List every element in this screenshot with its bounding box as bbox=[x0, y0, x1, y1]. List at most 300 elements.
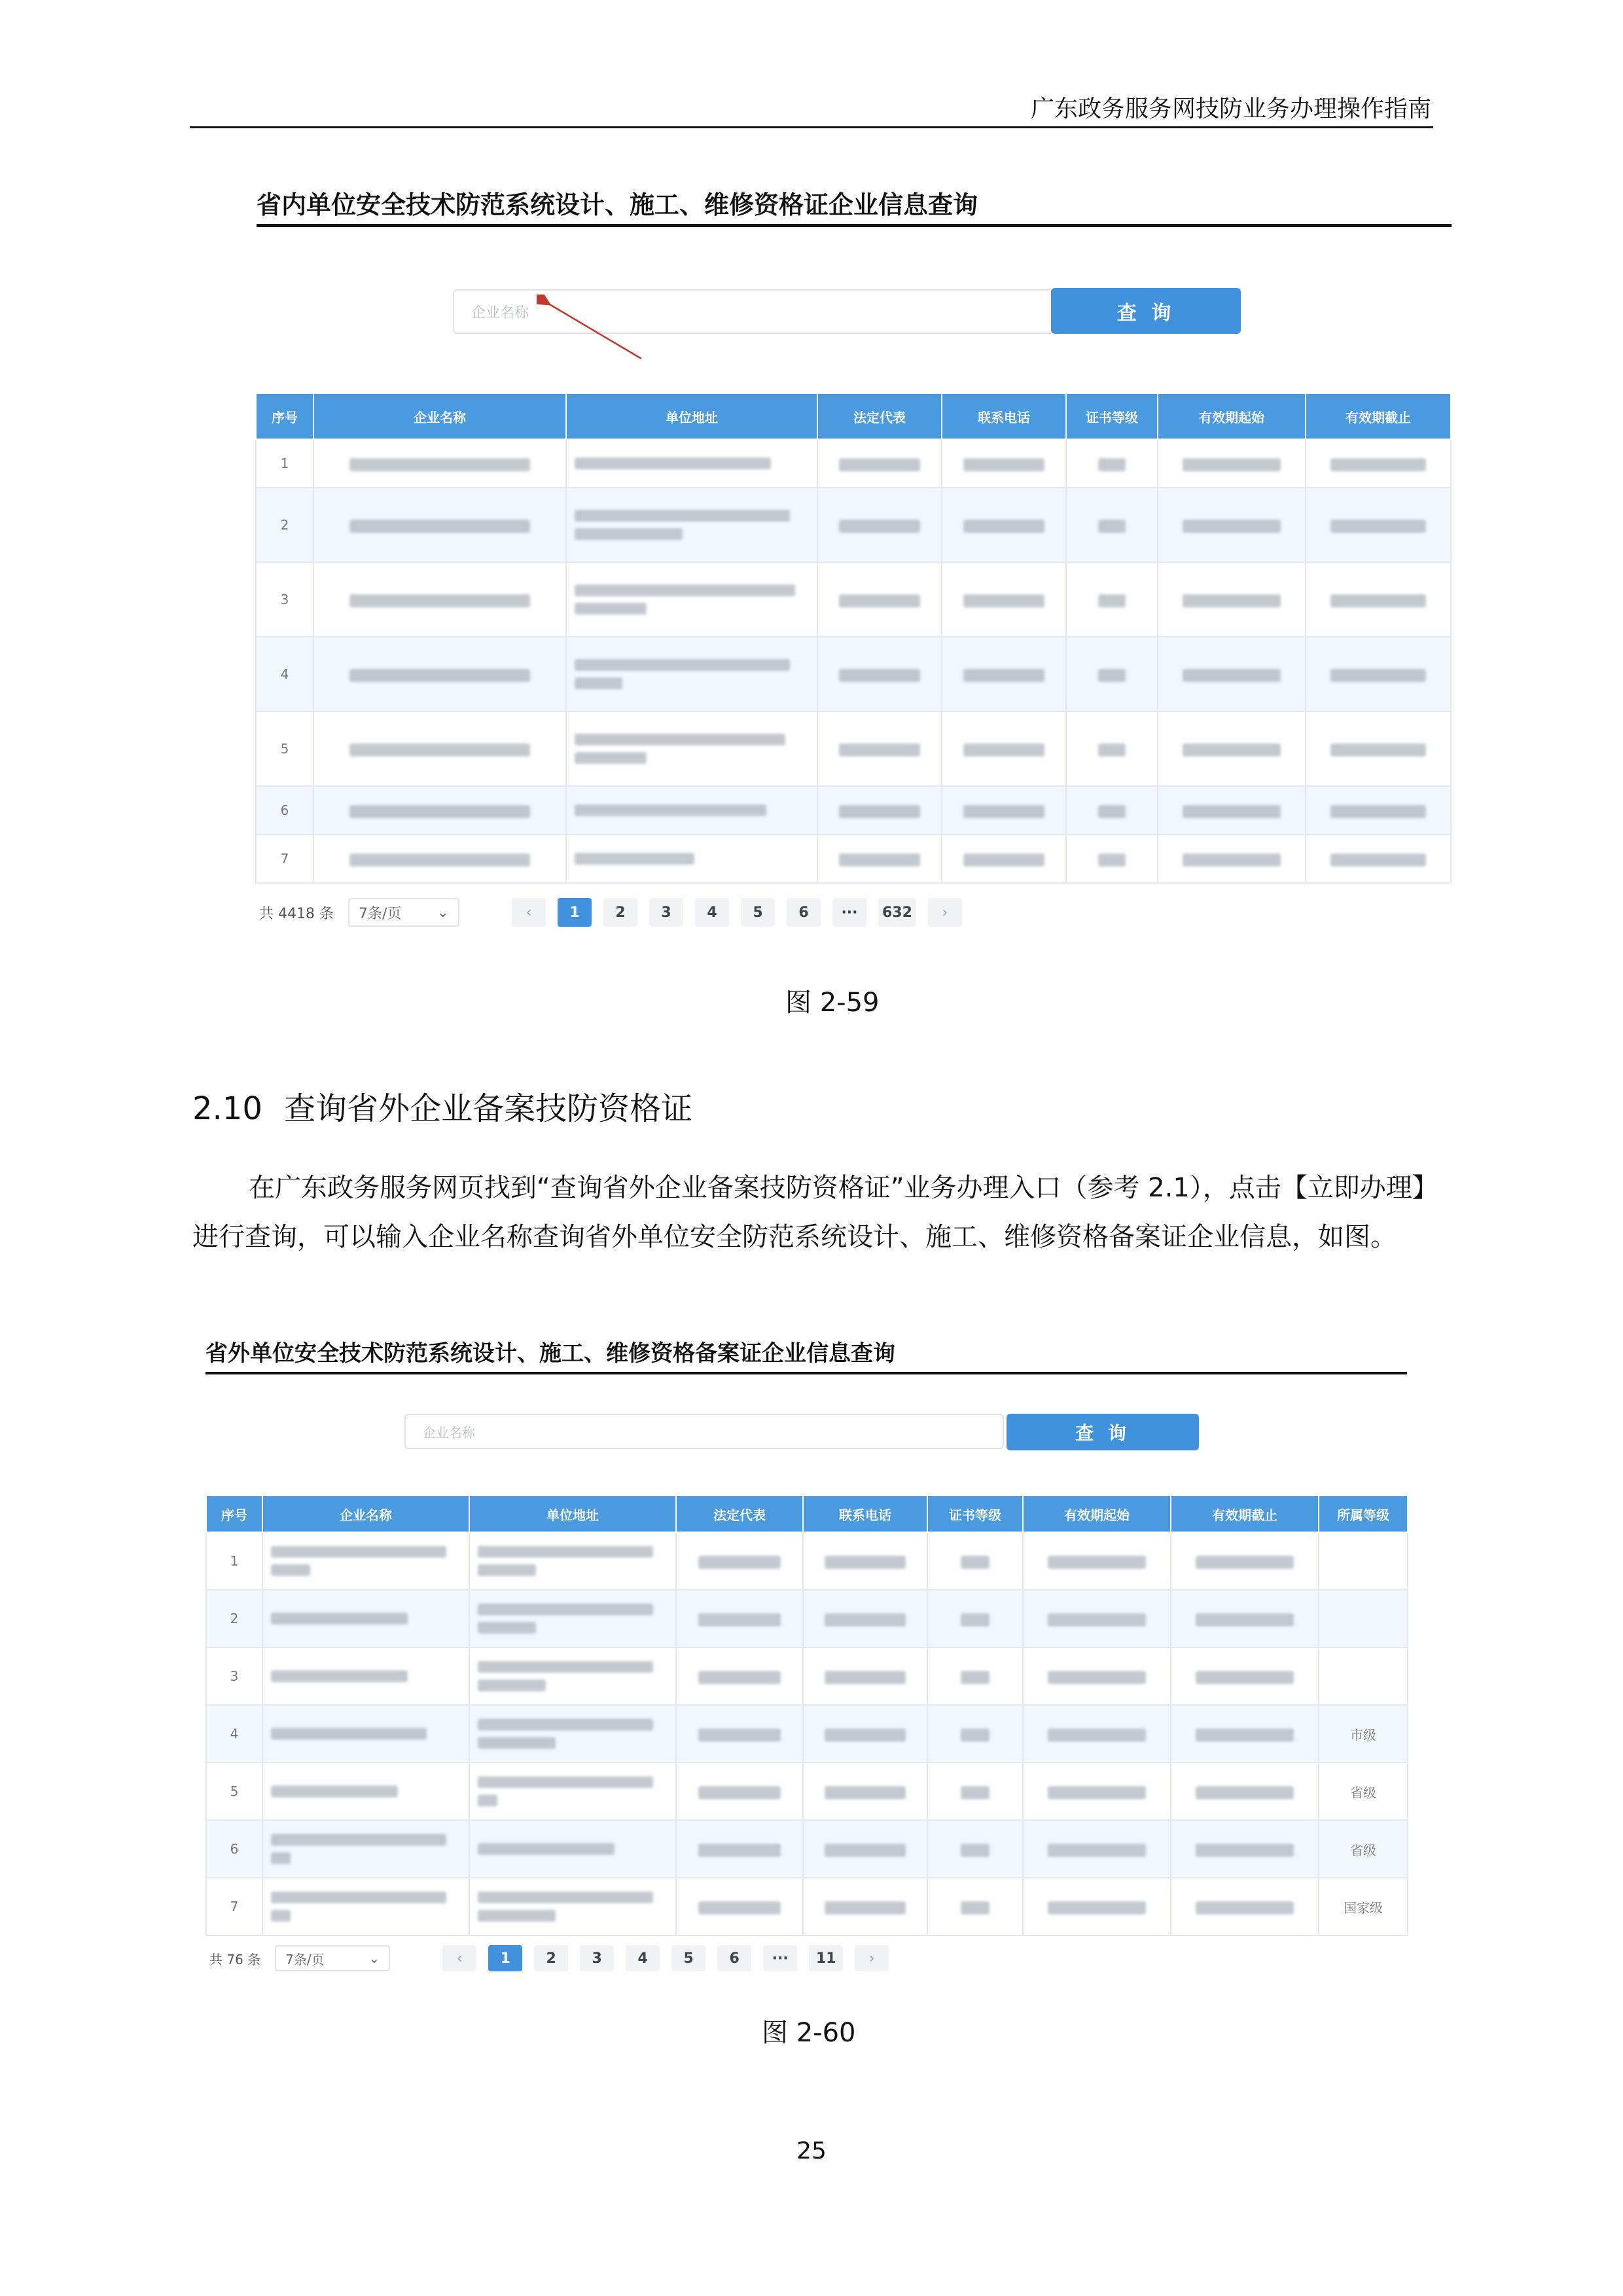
table-row[interactable] bbox=[206, 1763, 1408, 1820]
table-cell bbox=[206, 1820, 262, 1878]
table-cell bbox=[313, 439, 566, 488]
table-cell bbox=[1023, 1532, 1171, 1590]
figure2-caption: 图 2-60 bbox=[762, 2018, 856, 2048]
table-cell bbox=[676, 1647, 803, 1705]
column-header: 序号 bbox=[206, 1496, 262, 1532]
table-cell bbox=[313, 488, 566, 562]
table-cell bbox=[1158, 488, 1306, 562]
redacted-text bbox=[1048, 1613, 1146, 1626]
page-button[interactable]: 632 bbox=[878, 898, 916, 927]
redacted-text bbox=[271, 1546, 446, 1558]
page-button[interactable]: 11 bbox=[809, 1945, 843, 1971]
redacted-text bbox=[1098, 805, 1126, 818]
table-cell bbox=[817, 562, 942, 637]
table-cell bbox=[1171, 1820, 1319, 1878]
column-header: 企业名称 bbox=[313, 393, 566, 439]
table-row[interactable] bbox=[206, 1532, 1408, 1590]
redacted-text bbox=[825, 1613, 906, 1626]
table-row[interactable] bbox=[256, 711, 1451, 786]
figure2-title-rule bbox=[205, 1372, 1407, 1374]
redacted-text bbox=[825, 1556, 906, 1569]
table-cell bbox=[262, 1705, 469, 1763]
redacted-text bbox=[271, 1785, 398, 1797]
table-row[interactable] bbox=[256, 488, 1451, 562]
redacted-text bbox=[575, 603, 647, 615]
page-button[interactable]: 4 bbox=[695, 898, 729, 927]
table-cell bbox=[676, 1705, 803, 1763]
table-cell bbox=[1171, 1532, 1319, 1590]
redacted-text bbox=[1098, 669, 1126, 682]
figure1-query-button[interactable]: 查 询 bbox=[1051, 288, 1241, 334]
redacted-text bbox=[825, 1844, 906, 1857]
table-cell bbox=[206, 1590, 262, 1647]
column-header: 有效期起始 bbox=[1158, 393, 1306, 439]
column-header: 有效期起始 bbox=[1023, 1496, 1171, 1532]
table-cell bbox=[262, 1763, 469, 1820]
redacted-text bbox=[575, 510, 790, 522]
figure1-search-input[interactable]: 企业名称 bbox=[453, 289, 1054, 334]
prev-page-button[interactable]: ‹ bbox=[442, 1945, 476, 1971]
table-cell bbox=[927, 1820, 1023, 1878]
section-title: 查询省外企业备案技防资格证 bbox=[284, 1090, 693, 1127]
row-number: 6 bbox=[280, 802, 289, 818]
table-cell bbox=[927, 1705, 1023, 1763]
redacted-text bbox=[271, 1564, 310, 1576]
table-cell bbox=[942, 786, 1066, 834]
table-cell bbox=[262, 1590, 469, 1647]
figure2-query-button[interactable]: 查 询 bbox=[1007, 1414, 1199, 1450]
redacted-text bbox=[698, 1901, 781, 1914]
total-count: 共 76 条 bbox=[209, 1951, 261, 1967]
table-cell bbox=[1171, 1878, 1319, 1935]
table-cell bbox=[256, 637, 313, 711]
table-cell bbox=[942, 711, 1066, 786]
redacted-text bbox=[575, 853, 694, 865]
redacted-text bbox=[1330, 520, 1427, 533]
table-cell bbox=[469, 1763, 676, 1820]
page-button[interactable]: 1 bbox=[488, 1945, 522, 1971]
level-value: 省级 bbox=[1350, 1784, 1376, 1801]
table-cell bbox=[817, 786, 942, 834]
table-cell bbox=[1023, 1705, 1171, 1763]
table-cell bbox=[206, 1763, 262, 1820]
page-button[interactable]: 5 bbox=[741, 898, 775, 927]
table-cell bbox=[256, 834, 313, 883]
table-row[interactable] bbox=[206, 1705, 1408, 1763]
table-cell bbox=[313, 562, 566, 637]
table-cell bbox=[1023, 1820, 1171, 1878]
redacted-text bbox=[1048, 1729, 1146, 1742]
table-cell bbox=[1319, 1590, 1408, 1647]
redacted-text bbox=[1098, 458, 1126, 471]
redacted-text bbox=[575, 734, 785, 745]
redacted-text bbox=[839, 853, 920, 867]
page-size-select[interactable] bbox=[275, 1945, 390, 1971]
table-row[interactable] bbox=[206, 1647, 1408, 1705]
figure2-table bbox=[205, 1495, 1408, 1936]
redacted-text bbox=[478, 1679, 546, 1691]
table-cell bbox=[566, 834, 817, 883]
column-header: 所属等级 bbox=[1319, 1496, 1408, 1532]
redacted-text bbox=[1183, 594, 1281, 607]
table-cell bbox=[206, 1705, 262, 1763]
column-header: 单位地址 bbox=[469, 1496, 676, 1532]
redacted-text bbox=[961, 1901, 990, 1914]
redacted-text bbox=[961, 1729, 990, 1742]
row-number: 7 bbox=[230, 1899, 239, 1914]
redacted-text bbox=[271, 1728, 427, 1740]
table-cell bbox=[803, 1590, 927, 1647]
page-size-value: 7条/页 bbox=[285, 1951, 325, 1967]
redacted-text bbox=[1048, 1556, 1146, 1569]
redacted-text bbox=[349, 805, 530, 818]
table-cell bbox=[1158, 637, 1306, 711]
row-number: 6 bbox=[230, 1841, 239, 1857]
redacted-text bbox=[963, 594, 1044, 607]
page-size-select[interactable] bbox=[348, 898, 459, 927]
redacted-text bbox=[271, 1834, 446, 1846]
table-cell bbox=[927, 1763, 1023, 1820]
redacted-text bbox=[839, 669, 920, 682]
redacted-text bbox=[575, 659, 790, 671]
redacted-text bbox=[1330, 669, 1427, 682]
next-page-button[interactable]: › bbox=[855, 1945, 889, 1971]
page-button[interactable]: 6 bbox=[717, 1945, 751, 1971]
page-button[interactable]: 2 bbox=[603, 898, 637, 927]
redacted-text bbox=[349, 520, 530, 533]
redacted-text bbox=[961, 1556, 990, 1569]
redacted-text bbox=[1330, 853, 1427, 867]
table-cell bbox=[206, 1532, 262, 1590]
table-cell bbox=[1306, 488, 1451, 562]
table-row[interactable] bbox=[256, 637, 1451, 711]
page-size-value: 7条/页 bbox=[358, 905, 402, 922]
table-cell bbox=[1066, 488, 1158, 562]
table-cell bbox=[256, 488, 313, 562]
redacted-text bbox=[961, 1786, 990, 1799]
table-cell bbox=[1158, 439, 1306, 488]
redacted-text bbox=[478, 1719, 653, 1731]
table-row[interactable] bbox=[256, 834, 1451, 883]
table-cell bbox=[927, 1590, 1023, 1647]
redacted-text bbox=[839, 744, 920, 757]
redacted-text bbox=[349, 594, 530, 607]
table-cell bbox=[676, 1532, 803, 1590]
redacted-text bbox=[478, 1661, 653, 1673]
table-cell bbox=[1158, 711, 1306, 786]
table-cell bbox=[1023, 1763, 1171, 1820]
redacted-text bbox=[963, 805, 1044, 818]
redacted-text bbox=[963, 853, 1044, 867]
table-cell bbox=[803, 1532, 927, 1590]
redacted-text bbox=[1098, 744, 1126, 757]
redacted-text bbox=[698, 1671, 781, 1684]
table-cell bbox=[1306, 786, 1451, 834]
redacted-text bbox=[961, 1613, 990, 1626]
redacted-text bbox=[698, 1613, 781, 1626]
table-cell bbox=[1306, 834, 1451, 883]
prev-page-button[interactable]: ‹ bbox=[512, 898, 546, 927]
table-cell bbox=[927, 1647, 1023, 1705]
redacted-text bbox=[575, 528, 683, 540]
figure1-title-rule bbox=[257, 224, 1452, 227]
row-number: 3 bbox=[280, 592, 289, 607]
redacted-text bbox=[1196, 1844, 1294, 1857]
page-button[interactable]: 6 bbox=[787, 898, 821, 927]
page-button[interactable]: ··· bbox=[763, 1945, 797, 1971]
table-cell bbox=[262, 1820, 469, 1878]
redacted-text bbox=[1330, 744, 1427, 757]
annotation-arrow bbox=[537, 295, 654, 367]
table-cell bbox=[206, 1647, 262, 1705]
redacted-text bbox=[478, 1737, 556, 1749]
column-header: 企业名称 bbox=[262, 1496, 469, 1532]
page-button[interactable]: 2 bbox=[534, 1945, 568, 1971]
table-cell bbox=[313, 786, 566, 834]
level-value: 省级 bbox=[1350, 1842, 1376, 1858]
row-number: 1 bbox=[280, 456, 289, 471]
table-cell bbox=[313, 834, 566, 883]
redacted-text bbox=[478, 1910, 556, 1922]
redacted-text bbox=[1196, 1786, 1294, 1799]
table-cell bbox=[256, 711, 313, 786]
table-cell bbox=[1319, 1763, 1408, 1820]
figure2-search-input[interactable]: 企业名称 bbox=[404, 1414, 1004, 1449]
redacted-text bbox=[575, 457, 771, 469]
running-header: 广东政务服务网技防业务办理操作指南 bbox=[1030, 96, 1431, 122]
redacted-text bbox=[1196, 1729, 1294, 1742]
table-cell bbox=[942, 834, 1066, 883]
table-row[interactable] bbox=[256, 786, 1451, 834]
page-button[interactable]: ··· bbox=[832, 898, 866, 927]
table-cell bbox=[262, 1878, 469, 1935]
table-cell bbox=[1023, 1647, 1171, 1705]
figure2-title: 省外单位安全技术防范系统设计、施工、维修资格备案证企业信息查询 bbox=[205, 1340, 895, 1367]
redacted-text bbox=[1330, 458, 1427, 471]
table-cell bbox=[1319, 1705, 1408, 1763]
table-cell bbox=[803, 1763, 927, 1820]
page-button[interactable]: 1 bbox=[558, 898, 592, 927]
table-cell bbox=[566, 488, 817, 562]
table-cell bbox=[927, 1878, 1023, 1935]
redacted-text bbox=[1098, 594, 1126, 607]
redacted-text bbox=[698, 1786, 781, 1799]
redacted-text bbox=[1098, 853, 1126, 867]
redacted-text bbox=[349, 853, 530, 867]
figure1-table bbox=[255, 393, 1452, 884]
redacted-text bbox=[839, 594, 920, 607]
section-number: 2.10 bbox=[192, 1090, 262, 1127]
redacted-text bbox=[963, 520, 1044, 533]
column-header: 证书等级 bbox=[927, 1496, 1023, 1532]
redacted-text bbox=[1330, 805, 1427, 818]
row-number: 3 bbox=[230, 1668, 239, 1684]
body-paragraph: 在广东政务服务网页找到“查询省外企业备案技防资格证”业务办理入口（参考 2.1），点击【立即办理】进行查询，可以输入企业名称查询省外单位安全防范系统设计、施工、维修资格备案证企业信息，如图。 bbox=[192, 1173, 1425, 1252]
redacted-text bbox=[963, 458, 1044, 471]
redacted-text bbox=[839, 458, 920, 471]
table-cell bbox=[1158, 786, 1306, 834]
redacted-text bbox=[1048, 1671, 1146, 1684]
figure1-pagination bbox=[259, 898, 974, 927]
redacted-text bbox=[1196, 1613, 1294, 1626]
redacted-text bbox=[271, 1910, 291, 1922]
redacted-text bbox=[1183, 853, 1281, 867]
table-cell bbox=[1066, 439, 1158, 488]
redacted-text bbox=[698, 1556, 781, 1569]
redacted-text bbox=[478, 1776, 653, 1788]
table-cell bbox=[1171, 1763, 1319, 1820]
table-cell bbox=[469, 1820, 676, 1878]
table-cell bbox=[566, 439, 817, 488]
table-cell bbox=[1066, 562, 1158, 637]
table-cell bbox=[676, 1590, 803, 1647]
table-cell bbox=[313, 711, 566, 786]
redacted-text bbox=[1183, 744, 1281, 757]
column-header: 法定代表 bbox=[817, 393, 942, 439]
column-header: 单位地址 bbox=[566, 393, 817, 439]
redacted-text bbox=[698, 1844, 781, 1857]
table-cell bbox=[1158, 834, 1306, 883]
table-cell bbox=[803, 1820, 927, 1878]
table-cell bbox=[566, 711, 817, 786]
redacted-text bbox=[575, 752, 647, 764]
table-cell bbox=[469, 1532, 676, 1590]
table-cell bbox=[566, 637, 817, 711]
table-row[interactable] bbox=[206, 1590, 1408, 1647]
redacted-text bbox=[575, 677, 622, 689]
header-rule bbox=[190, 126, 1433, 128]
table-cell bbox=[817, 637, 942, 711]
table-cell bbox=[1319, 1820, 1408, 1878]
redacted-text bbox=[1048, 1844, 1146, 1857]
table-cell bbox=[256, 786, 313, 834]
redacted-text bbox=[349, 744, 530, 757]
figure1-caption: 图 2-59 bbox=[785, 988, 880, 1018]
row-number: 5 bbox=[280, 741, 289, 757]
row-number: 2 bbox=[230, 1611, 239, 1626]
redacted-text bbox=[478, 1795, 497, 1806]
redacted-text bbox=[1196, 1556, 1294, 1569]
table-cell bbox=[1306, 439, 1451, 488]
table-cell bbox=[566, 786, 817, 834]
table-cell bbox=[1066, 711, 1158, 786]
figure1-title: 省内单位安全技术防范系统设计、施工、维修资格证企业信息查询 bbox=[257, 190, 978, 219]
table-cell bbox=[1319, 1878, 1408, 1935]
table-cell bbox=[1066, 786, 1158, 834]
redacted-text bbox=[1183, 669, 1281, 682]
redacted-text bbox=[575, 584, 795, 596]
table-cell bbox=[1023, 1590, 1171, 1647]
redacted-text bbox=[271, 1613, 408, 1624]
table-row[interactable] bbox=[206, 1878, 1408, 1935]
redacted-text bbox=[478, 1843, 615, 1855]
table-cell bbox=[942, 637, 1066, 711]
page-button[interactable]: 3 bbox=[580, 1945, 614, 1971]
table-cell bbox=[1319, 1532, 1408, 1590]
redacted-text bbox=[1048, 1901, 1146, 1914]
table-cell bbox=[262, 1532, 469, 1590]
table-cell bbox=[803, 1878, 927, 1935]
redacted-text bbox=[478, 1564, 536, 1576]
table-cell bbox=[817, 834, 942, 883]
table-cell bbox=[817, 711, 942, 786]
table-row[interactable] bbox=[256, 562, 1451, 637]
redacted-text bbox=[1330, 594, 1427, 607]
table-cell bbox=[1066, 834, 1158, 883]
table-cell bbox=[676, 1878, 803, 1935]
redacted-text bbox=[1196, 1901, 1294, 1914]
row-number: 5 bbox=[230, 1784, 239, 1799]
column-header: 有效期截止 bbox=[1306, 393, 1451, 439]
table-row[interactable] bbox=[206, 1820, 1408, 1878]
table-cell bbox=[469, 1878, 676, 1935]
redacted-text bbox=[1183, 520, 1281, 533]
redacted-text bbox=[1183, 458, 1281, 471]
table-cell bbox=[1023, 1878, 1171, 1935]
redacted-text bbox=[1048, 1786, 1146, 1799]
table-cell bbox=[803, 1647, 927, 1705]
table-cell bbox=[803, 1705, 927, 1763]
redacted-text bbox=[271, 1670, 408, 1682]
table-cell bbox=[817, 439, 942, 488]
chevron-down-icon: ⌄ bbox=[368, 1950, 380, 1966]
redacted-text bbox=[825, 1729, 906, 1742]
total-count: 共 4418 条 bbox=[259, 905, 334, 922]
redacted-text bbox=[349, 458, 530, 471]
section-heading bbox=[192, 1083, 692, 1128]
column-header: 证书等级 bbox=[1066, 393, 1158, 439]
redacted-text bbox=[698, 1729, 781, 1742]
level-value: 国家级 bbox=[1344, 1899, 1383, 1916]
redacted-text bbox=[1098, 520, 1126, 533]
table-cell bbox=[256, 562, 313, 637]
table-cell bbox=[313, 637, 566, 711]
row-number: 2 bbox=[280, 517, 289, 533]
table-cell bbox=[1158, 562, 1306, 637]
page-number: 25 bbox=[796, 2138, 827, 2164]
table-cell bbox=[206, 1878, 262, 1935]
page-button[interactable]: 4 bbox=[626, 1945, 660, 1971]
table-cell bbox=[676, 1763, 803, 1820]
column-header: 联系电话 bbox=[942, 393, 1066, 439]
redacted-text bbox=[963, 744, 1044, 757]
row-number: 4 bbox=[280, 666, 289, 682]
next-page-button[interactable]: › bbox=[928, 898, 962, 927]
redacted-text bbox=[961, 1844, 990, 1857]
redacted-text bbox=[271, 1852, 291, 1864]
table-cell bbox=[1171, 1705, 1319, 1763]
table-cell bbox=[676, 1820, 803, 1878]
table-cell bbox=[927, 1532, 1023, 1590]
column-header: 序号 bbox=[256, 393, 313, 439]
redacted-text bbox=[271, 1892, 446, 1903]
redacted-text bbox=[839, 805, 920, 818]
page-button[interactable]: 3 bbox=[649, 898, 683, 927]
table-row[interactable] bbox=[256, 439, 1451, 488]
redacted-text bbox=[478, 1622, 536, 1634]
table-cell bbox=[942, 488, 1066, 562]
row-number: 7 bbox=[280, 851, 289, 867]
redacted-text bbox=[963, 669, 1044, 682]
table-cell bbox=[1319, 1647, 1408, 1705]
table-cell bbox=[817, 488, 942, 562]
table-cell bbox=[1066, 637, 1158, 711]
redacted-text bbox=[825, 1901, 906, 1914]
table-cell bbox=[256, 439, 313, 488]
page-button[interactable]: 5 bbox=[671, 1945, 705, 1971]
table-cell bbox=[469, 1705, 676, 1763]
redacted-text bbox=[478, 1546, 653, 1558]
